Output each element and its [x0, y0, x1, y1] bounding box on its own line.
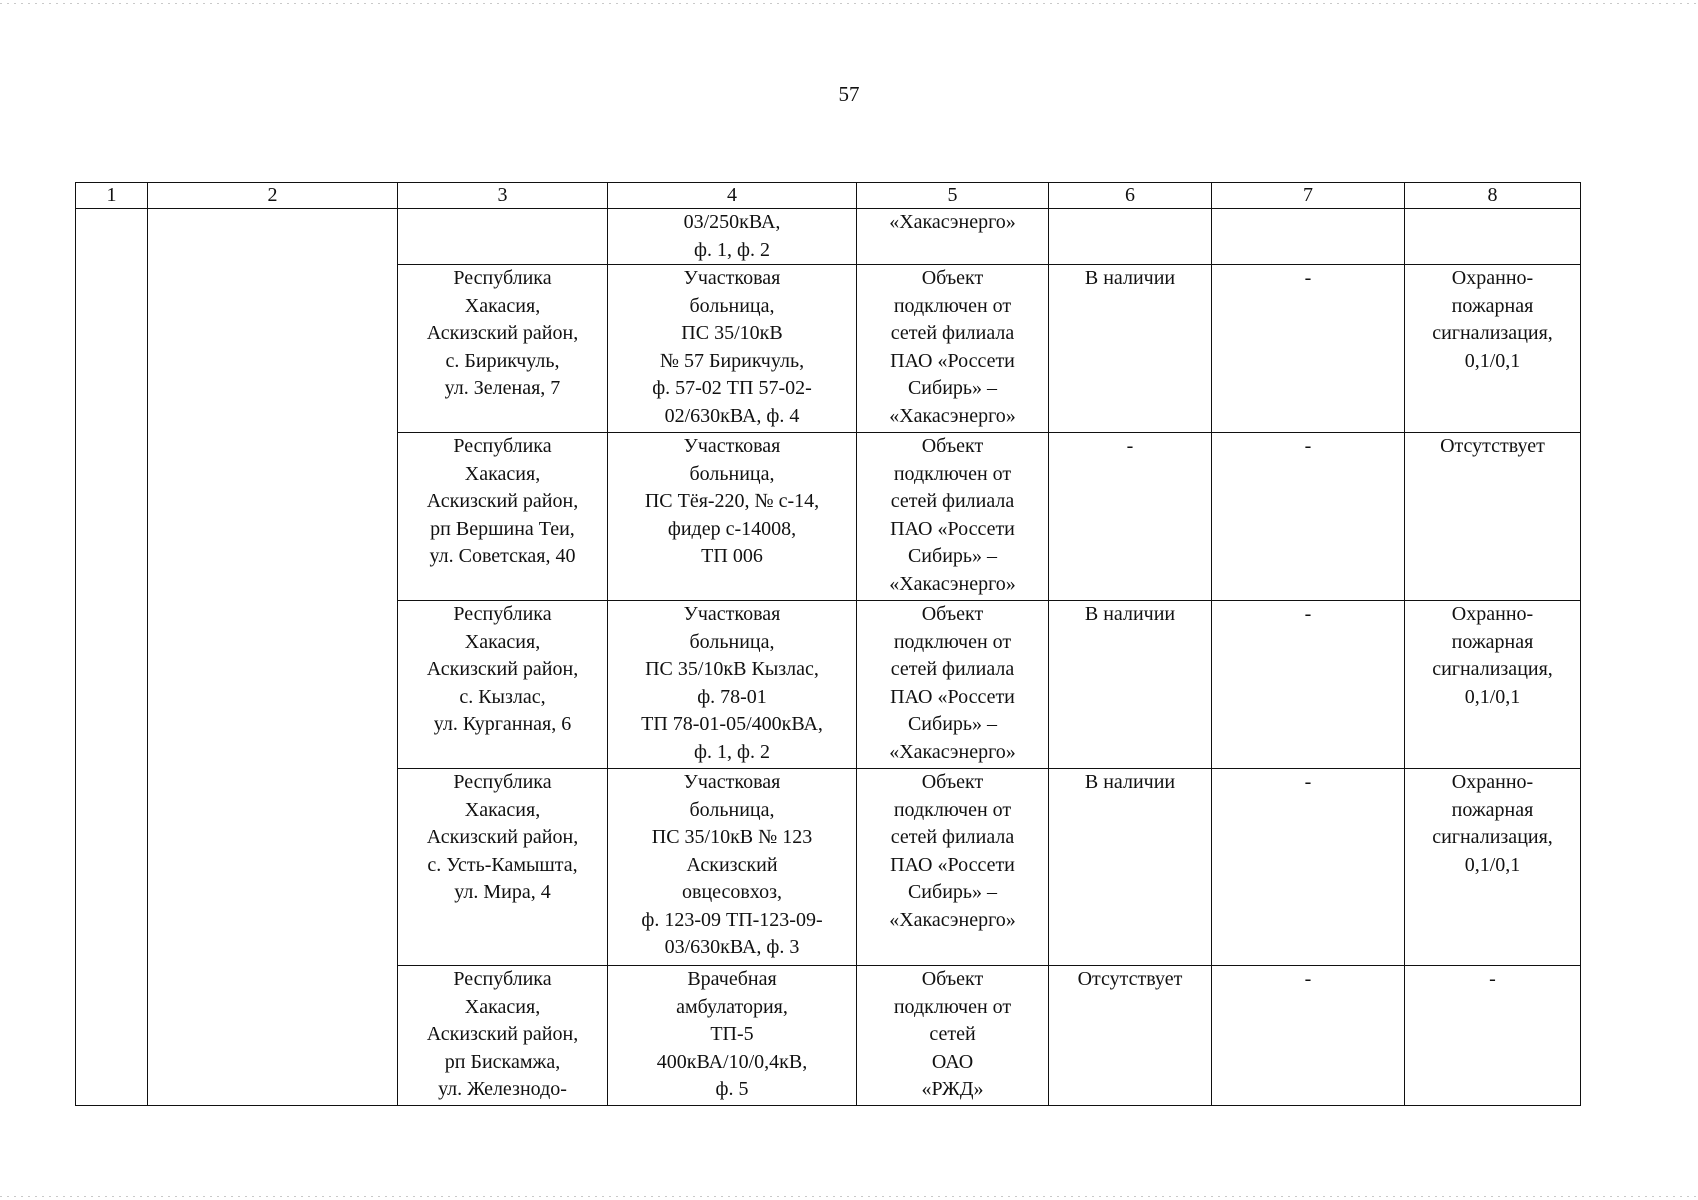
cell-line: Объект: [921, 435, 984, 457]
cell-line: 400кВА/10/0,4кВ,: [656, 1050, 808, 1073]
cell-line: № 57 Бирикчуль,: [659, 349, 805, 372]
table-cell-col7: -: [1212, 769, 1405, 966]
page-number: 57: [838, 82, 860, 106]
cell-line: ТП-5: [710, 1023, 754, 1045]
cell-line: сигнализация,: [1432, 826, 1553, 848]
cell-line: 03/630кВА, ф. 3: [664, 936, 800, 958]
column-header: 4: [608, 183, 857, 209]
table-cell-col5: [857, 601, 1049, 769]
cell-line: ТП 78-01-05/400кВА,: [641, 713, 823, 735]
scan-artifact-bottom: [0, 1196, 1698, 1197]
cell-line: ф. 78-01: [697, 685, 767, 708]
column-header: 6: [1049, 183, 1212, 209]
cell-line: сигнализация,: [1432, 322, 1553, 344]
cell-line: 0,1/0,1: [1464, 685, 1521, 708]
cell-line: Республика: [453, 435, 552, 457]
cell-line: ПАО «Россети: [890, 853, 1015, 876]
cell-line: сетей филиала: [890, 490, 1015, 512]
table-cell-col7: -: [1212, 265, 1405, 433]
column-header: 2: [148, 183, 398, 209]
cell-line: рп Бискамжа,: [444, 1050, 561, 1073]
cell-line: Хакасия,: [464, 630, 541, 653]
table-body: [76, 183, 1581, 1106]
cell-line: сетей филиала: [890, 826, 1015, 848]
cell-line: пожарная: [1451, 294, 1534, 317]
cell-line: пожарная: [1451, 798, 1534, 821]
cell-line: Объект: [921, 771, 984, 793]
cell-line: фидер с-14008,: [667, 517, 797, 540]
cell-line: сетей: [929, 1023, 976, 1045]
cell-line: с. Бирикчуль,: [445, 349, 560, 372]
cell-line: ОАО: [931, 1050, 974, 1073]
table-cell-col4: [608, 769, 857, 966]
table-cell-col5: [857, 769, 1049, 966]
cell-line: Республика: [453, 968, 552, 990]
cell-line: 0,1/0,1: [1464, 853, 1521, 876]
cell-line: Сибирь» –: [907, 545, 998, 567]
table-cell-col3: [398, 433, 608, 601]
cell-line: ул. Курганная, 6: [433, 713, 572, 735]
table-cell-col4: [608, 966, 857, 1106]
table-cell-col7: -: [1212, 966, 1405, 1106]
cell-line: Аскизский: [686, 853, 778, 876]
cell-line: «РЖД»: [921, 1078, 984, 1100]
table-cell-col7: -: [1212, 601, 1405, 769]
table-cell-col4: [608, 265, 857, 433]
cell-line: Сибирь» –: [907, 881, 998, 903]
cell-line: Аскизский район,: [426, 658, 579, 680]
cell-line: Республика: [453, 603, 552, 625]
cell-line: сетей филиала: [890, 658, 1015, 680]
cell-line: Республика: [453, 771, 552, 793]
table-cell-col8: [1405, 601, 1581, 769]
cell-line: Сибирь» –: [907, 377, 998, 399]
cell-line: Хакасия,: [464, 798, 541, 821]
cell-line: подключен от: [893, 294, 1012, 317]
scan-artifact-top: [0, 3, 1698, 4]
column-header: 5: [857, 183, 1049, 209]
table-cell-col4: [608, 601, 857, 769]
cell-line: рп Вершина Теи,: [430, 517, 575, 540]
cell-line: ф. 123-09 ТП-123-09-: [641, 908, 823, 931]
cell-line: подключен от: [893, 995, 1012, 1018]
cell-line: ул. Железнодо-: [438, 1078, 567, 1100]
table-cell-col8: [1405, 265, 1581, 433]
cell-line: ул. Зеленая, 7: [444, 377, 561, 399]
cell-line: «Хакасэнерго»: [889, 908, 1016, 931]
cell-line: Объект: [921, 267, 984, 289]
cell-line: ул. Советская, 40: [429, 545, 576, 567]
cell-line: сигнализация,: [1432, 658, 1553, 680]
cell-line: ф. 1, ф. 2: [694, 238, 770, 261]
cell-line: Сибирь» –: [907, 713, 998, 735]
cell-line: 02/630кВА, ф. 4: [664, 404, 800, 427]
merged-cell-col1: [76, 209, 148, 1106]
cell-line: сетей филиала: [890, 322, 1015, 344]
cell-line: больница,: [689, 294, 775, 317]
cell-line: Аскизский район,: [426, 490, 579, 512]
cell-line: Республика: [453, 267, 552, 289]
cell-line: Охранно-: [1451, 771, 1534, 793]
cell-line: Охранно-: [1451, 267, 1534, 289]
table-cell-col8: [1405, 769, 1581, 966]
cell-line: «Хакасэнерго»: [889, 404, 1016, 427]
cell-line: ПС 35/10кВ Кызлас,: [645, 658, 819, 680]
table-cell-col3: [398, 209, 608, 265]
cell-line: Отсутствует: [1440, 435, 1545, 457]
cell-line: -: [1489, 968, 1496, 990]
table-cell-col3: [398, 769, 608, 966]
table-cell-col8: [1405, 209, 1581, 265]
cell-line: ТП 006: [701, 545, 763, 567]
cell-line: ул. Мира, 4: [454, 881, 551, 903]
column-header: 1: [76, 183, 148, 209]
table-cell-col7: -: [1212, 433, 1405, 601]
table-cell-col6: [1049, 209, 1212, 265]
cell-line: ф. 57-02 ТП 57-02-: [652, 377, 812, 399]
table-cell-col5: [857, 209, 1049, 265]
cell-line: Участковая: [683, 435, 781, 457]
table-cell-col4: [608, 433, 857, 601]
cell-line: Хакасия,: [464, 462, 541, 485]
cell-line: Участковая: [683, 771, 781, 793]
table-cell-col3: [398, 265, 608, 433]
table-row: [76, 209, 1581, 265]
cell-line: подключен от: [893, 798, 1012, 821]
cell-line: амбулатория,: [676, 995, 788, 1018]
cell-line: Участковая: [683, 603, 781, 625]
cell-line: Врачебная: [687, 968, 777, 990]
table-cell-col5: [857, 433, 1049, 601]
table-cell-col6: В наличии: [1049, 601, 1212, 769]
cell-line: Объект: [921, 603, 984, 625]
cell-line: пожарная: [1451, 630, 1534, 653]
cell-line: ПС 35/10кВ № 123: [651, 826, 813, 848]
table-cell-col6: -: [1049, 433, 1212, 601]
cell-line: Объект: [921, 968, 984, 990]
cell-line: ПС Тёя-220, № с-14,: [644, 490, 820, 512]
cell-line: ПАО «Россети: [890, 517, 1015, 540]
cell-line: ПАО «Россети: [890, 349, 1015, 372]
cell-line: Хакасия,: [464, 995, 541, 1018]
cell-line: подключен от: [893, 462, 1012, 485]
table-cell-col3: [398, 601, 608, 769]
cell-line: ф. 5: [715, 1078, 749, 1100]
cell-line: подключен от: [893, 630, 1012, 653]
column-header: 8: [1405, 183, 1581, 209]
table-cell-col6: В наличии: [1049, 265, 1212, 433]
table-header-row: [76, 183, 1581, 209]
table-cell-col4: [608, 209, 857, 265]
cell-line: больница,: [689, 630, 775, 653]
cell-line: Охранно-: [1451, 603, 1534, 625]
table-cell-col6: Отсутствует: [1049, 966, 1212, 1106]
cell-line: ПС 35/10кВ: [681, 322, 783, 344]
cell-line: больница,: [689, 798, 775, 821]
merged-cell-col2: [148, 209, 398, 1106]
table-cell-col6: В наличии: [1049, 769, 1212, 966]
cell-line: ф. 1, ф. 2: [694, 740, 770, 763]
cell-line: «Хакасэнерго»: [889, 211, 1016, 233]
cell-line: Аскизский район,: [426, 826, 579, 848]
cell-line: овцесовхоз,: [682, 881, 782, 903]
table-cell-col8: [1405, 966, 1581, 1106]
cell-line: ПАО «Россети: [890, 685, 1015, 708]
table-cell-col7: [1212, 209, 1405, 265]
document-table: [75, 182, 1581, 1106]
table-cell-col5: [857, 265, 1049, 433]
column-header: 7: [1212, 183, 1405, 209]
cell-line: Хакасия,: [464, 294, 541, 317]
column-header: 3: [398, 183, 608, 209]
table-cell-col8: [1405, 433, 1581, 601]
cell-line: Аскизский район,: [426, 1023, 579, 1045]
cell-line: с. Усть-Камышта,: [427, 853, 578, 876]
cell-line: с. Кызлас,: [459, 685, 546, 708]
cell-line: «Хакасэнерго»: [889, 740, 1016, 763]
cell-line: Участковая: [683, 267, 781, 289]
cell-line: «Хакасэнерго»: [889, 572, 1016, 595]
cell-line: больница,: [689, 462, 775, 485]
table-cell-col3: [398, 966, 608, 1106]
table-cell-col5: [857, 966, 1049, 1106]
cell-line: 0,1/0,1: [1464, 349, 1521, 372]
cell-line: 03/250кВА,: [683, 211, 781, 233]
cell-line: Аскизский район,: [426, 322, 579, 344]
